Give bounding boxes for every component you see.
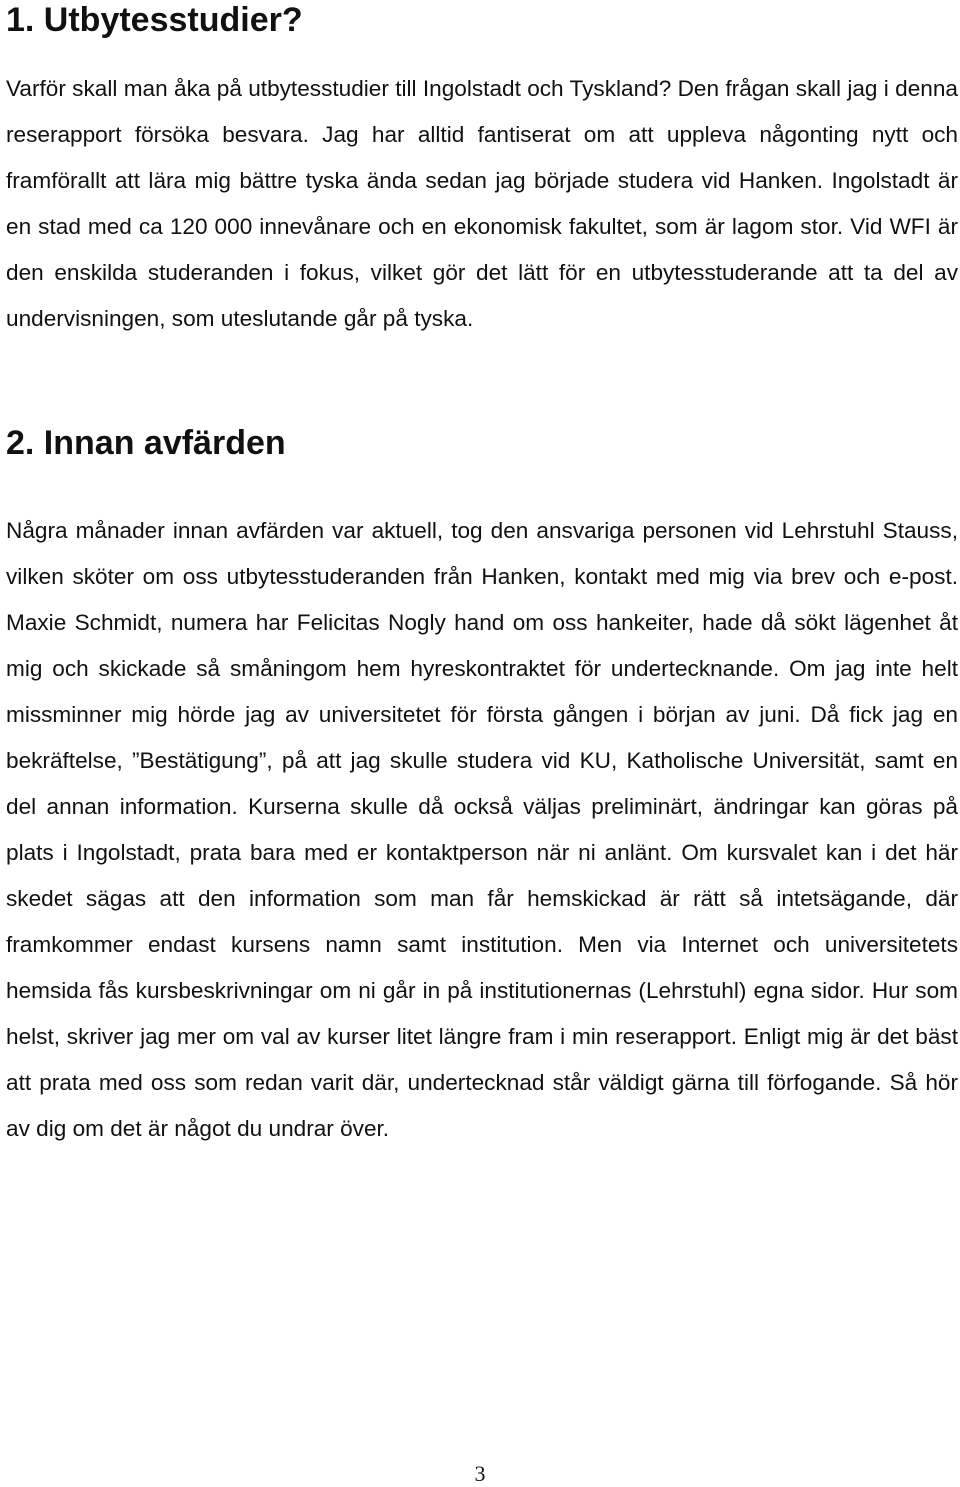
section-heading-1: 1. Utbytesstudier? — [6, 1, 303, 39]
section-heading-2: 2. Innan avfärden — [6, 424, 286, 462]
page-number: 3 — [474, 1461, 486, 1486]
section-1-paragraph: Varför skall man åka på utbytesstudier till Ingolstadt och Tyskland? Den frågan skall jag i denna reserapport försöka besvara. Jag har alltid fantiserat om att uppleva någonting nytt och framförallt att lära mig bättre tyska ända sedan jag började studera vid Hanken. Ingolstadt är en stad med ca 120 000 innevånare och en ekonomisk fakultet, som är lagom stor. Vid WFI är den enskilda studeranden i fokus, vilket gör det lätt för en utbytesstuderande att ta del av undervisningen, som uteslutande går på tyska. — [6, 76, 958, 331]
section-2-paragraph: Några månader innan avfärden var aktuell, tog den ansvariga personen vid Lehrstuhl Stauss, vilken sköter om oss utbytesstuderanden från Hanken, kontakt med mig via brev och e-post. Maxie Schmidt, numera har Felicitas Nogly hand om oss hankeiter, hade då sökt lägenhet åt mig och skickade så småningom hem hyreskontraktet för undertecknande. Om jag inte helt missminner mig hörde jag av universitetet för första gången i början av juni. Då fick jag en bekräftelse, ”Bestätigung”, på att jag skulle studera vid KU, Katholische Universität, samt en del annan information. Kurserna skulle då också väljas preliminärt, ändringar kan göras på plats i Ingolstadt, prata bara med er kontaktperson när ni anlänt. Om kursvalet kan i det här skedet sägas att den information som man får hemskickad är rätt så intetsägande, där framkommer endast kursens namn samt institution. Men via Internet och universitetets hemsida fås kursbeskrivningar om ni går in på institutionernas (Lehrstuhl) egna sidor. Hur som helst, skriver jag mer om val av kurser litet längre fram i min reserapport. Enligt mig är det bäst att prata med oss som redan varit där, undertecknad står väldigt gärna till förfogande. Så hör av dig om det är något du undrar över. — [6, 518, 958, 1141]
